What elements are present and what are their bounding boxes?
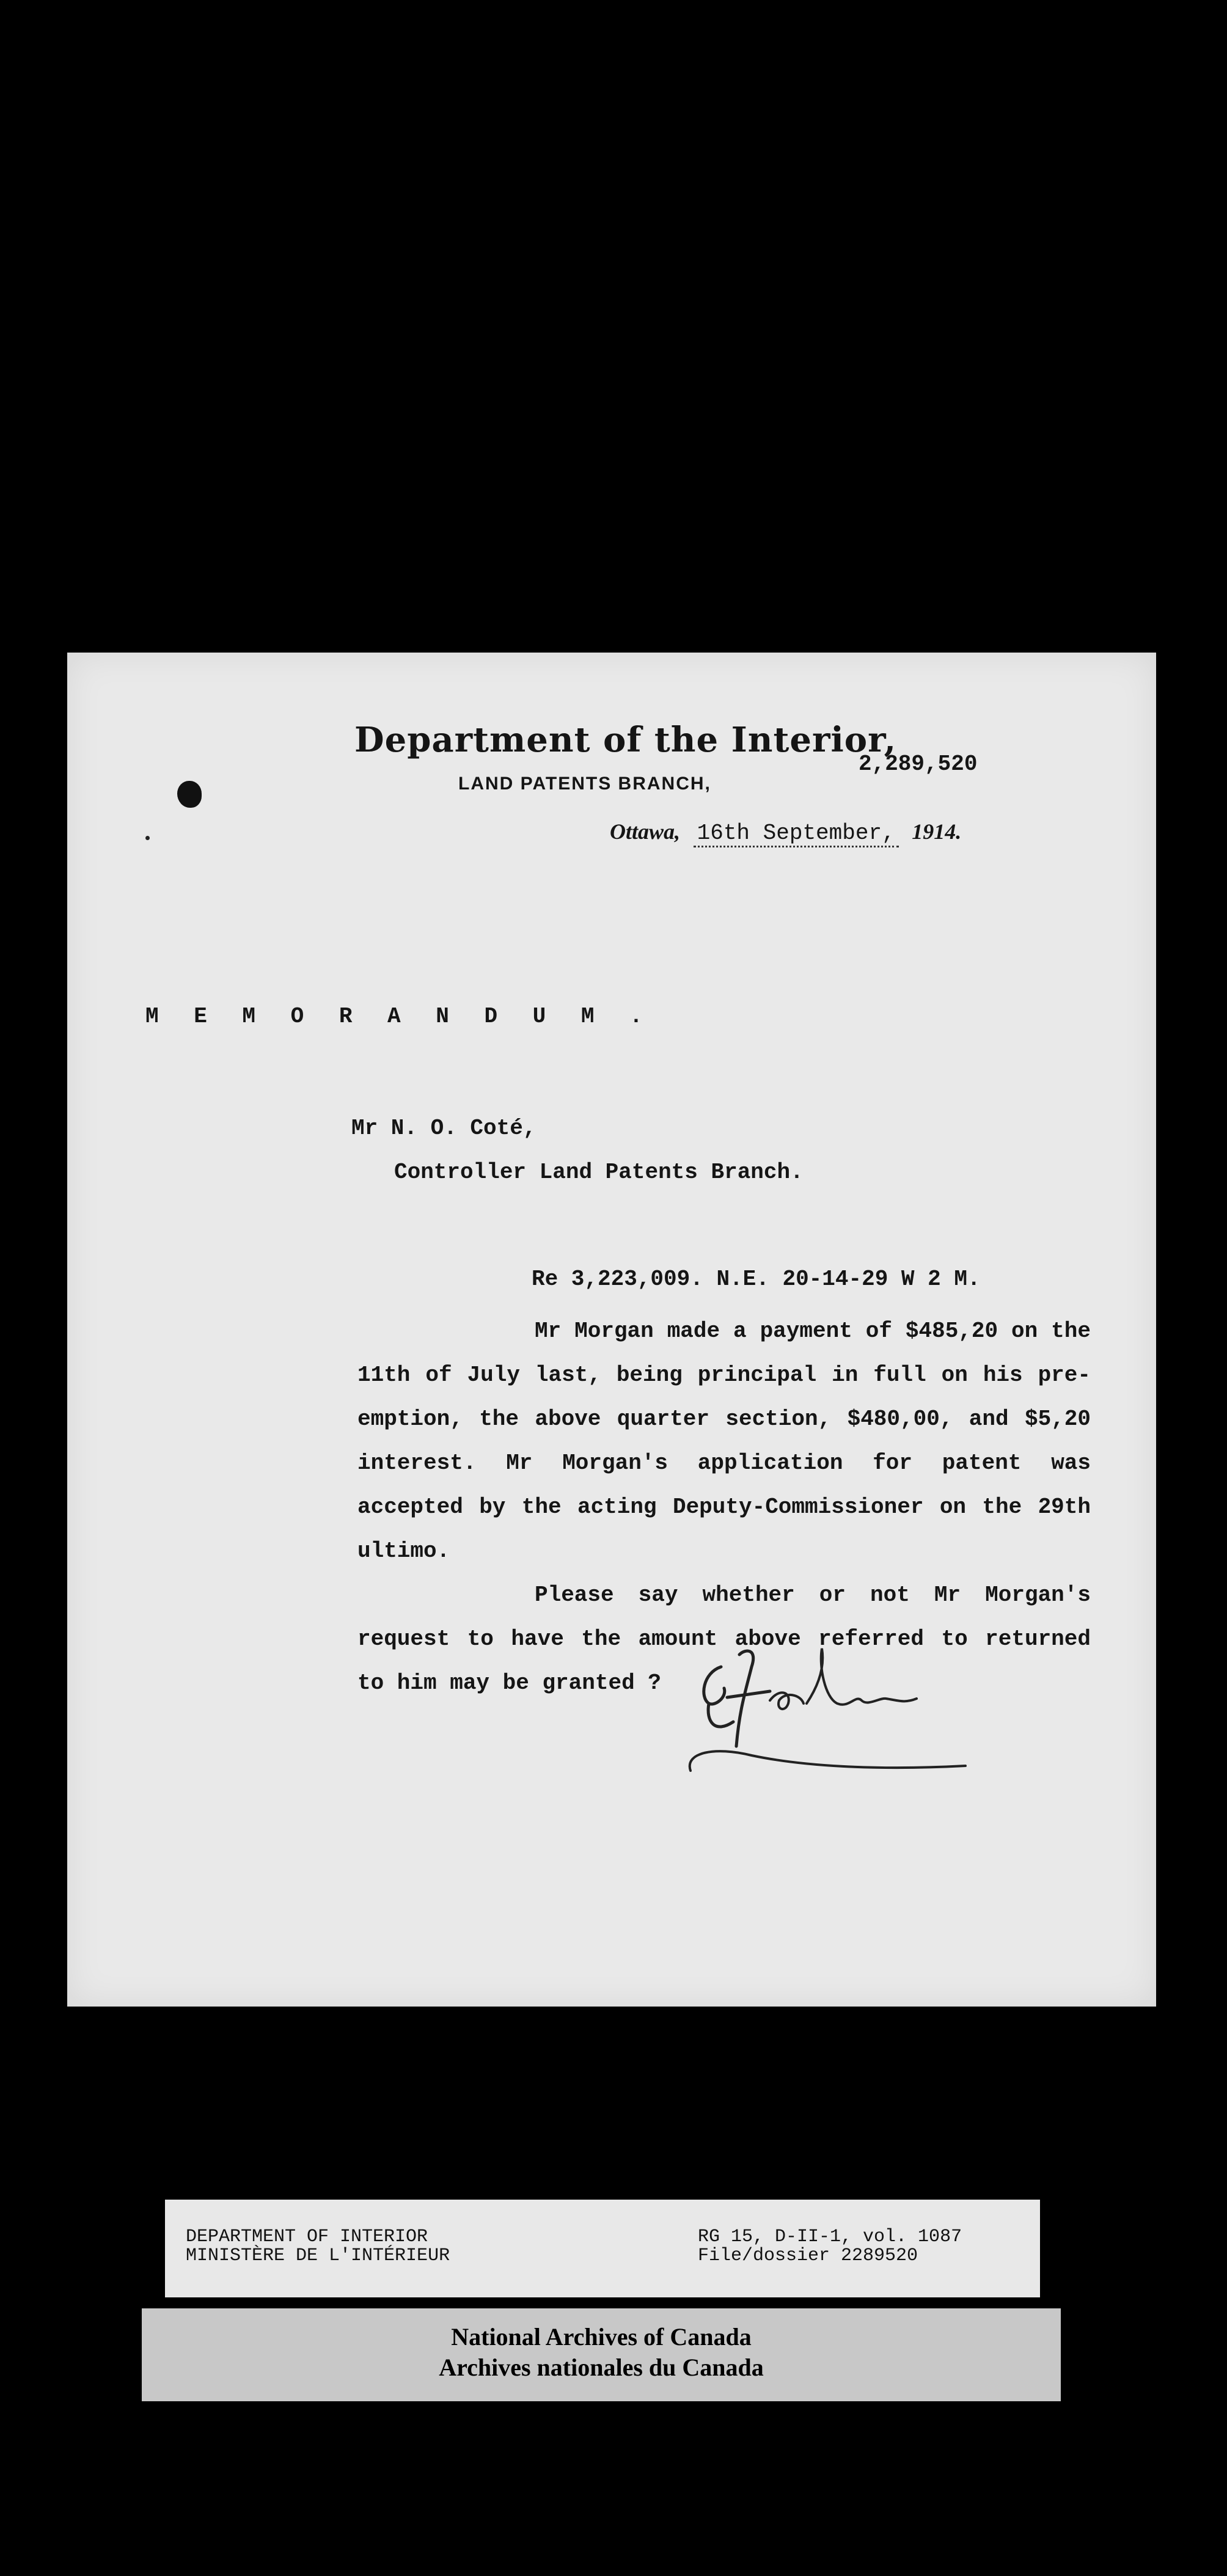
memo-heading: M E M O R A N D U M . — [145, 1004, 654, 1029]
archive-name-fr: Archives nationales du Canada — [439, 2354, 764, 2381]
label-file-number: File/dossier 2289520 — [698, 2245, 918, 2266]
recipient-name: Mr N. O. Coté, — [351, 1116, 537, 1141]
archive-name-en: National Archives of Canada — [451, 2323, 752, 2351]
place-label: Ottawa, — [610, 819, 681, 844]
archive-reference-label — [165, 2200, 1040, 2297]
archive-banner — [142, 2308, 1061, 2401]
label-dept-fr: MINISTÈRE DE L'INTÉRIEUR — [186, 2245, 450, 2266]
handwritten-signature — [678, 1630, 1020, 1789]
reference-line: Re 3,223,009. N.E. 20-14-29 W 2 M. — [532, 1267, 981, 1292]
label-record-group: RG 15, D-II-1, vol. 1087 — [698, 2227, 962, 2247]
ink-speck — [145, 836, 150, 840]
date-value: 16th September, — [694, 821, 899, 847]
body-paragraph-1: Mr Morgan made a payment of $485,20 on the 11th of July last, being principal in full on his pre-emption, the above quarter section, $480,00, and $5,20 interest. Mr Morgan's application for patent was accepted by the acting Deputy-Commissioner on the 29th ultimo. — [357, 1319, 1091, 1564]
ink-blot — [177, 781, 202, 808]
label-department — [186, 2228, 450, 2266]
recipient-title: Controller Land Patents Branch. — [394, 1160, 804, 1185]
place-date-line — [610, 819, 961, 846]
label-dept-en: DEPARTMENT OF INTERIOR — [186, 2227, 428, 2247]
memo-document — [67, 653, 1156, 2007]
year-value: 1914. — [912, 819, 962, 844]
letterhead-department: Department of the Interior, — [354, 720, 897, 760]
letterhead-branch: LAND PATENTS BRANCH, — [458, 774, 711, 794]
body-paragraph-2: Please say whether or not Mr Morgan's request to have the amount above referred to returned to him may be granted ? — [357, 1583, 1091, 1696]
label-reference — [698, 2228, 962, 2266]
file-number: 2,289,520 — [859, 752, 978, 777]
